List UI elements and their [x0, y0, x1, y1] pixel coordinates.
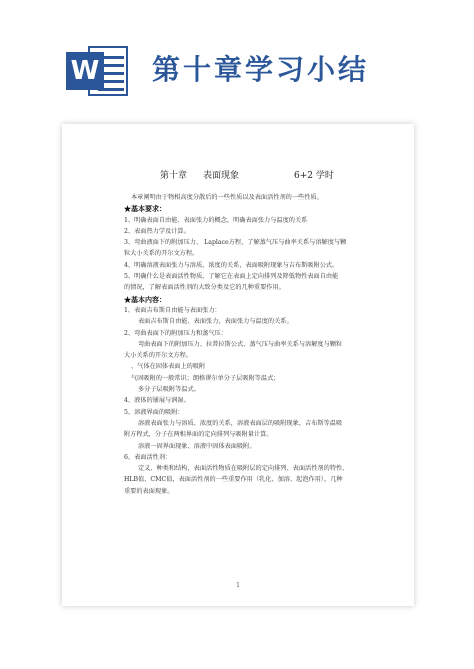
text-line: 、气体在固体表面上的吸附 [131, 363, 206, 371]
document-banner [0, 0, 474, 105]
text-line: 大小关系的开尔文方程。 [124, 352, 193, 360]
text-line: 的情况，了解表面活性剂的大致分类及它的几种重要作用。 [124, 284, 285, 292]
text-line: 气固吸附的一般常识；朗格谬尔单分子层吸附等温式； [131, 374, 280, 382]
text-line: 表面吉布斯自由能、表面张力、表面张力与温度的关系。 [138, 318, 293, 326]
text-line: 3、弯曲液面下的附加压力、 Laplace方程，了解蒸气压与曲率关系与溶解度与颗 [124, 239, 347, 247]
document-body [124, 192, 370, 497]
text-line: 4、明确溶液表面张力与溶质、浓度的关系，表面吸附现象与吉布斯吸附公式。 [124, 261, 339, 269]
section-heading: ★基本内容： [124, 294, 166, 304]
text-line: 溶液表面张力与溶质、浓度的关系，溶液表面层的吸附现象，吉布斯等温吸 [138, 419, 343, 427]
chapter-hours: 6+2 学时 [294, 171, 334, 181]
text-line: 5、明确什么是表面活性物质，了解它在表面上定向排列及降低物性表面自由能 [124, 273, 339, 281]
banner-title: 第十章学习小结 [152, 53, 370, 86]
text-line: 1、表面吉布斯自由能与表面张力： [124, 306, 221, 314]
text-line: 溶液一固界面现象、溶液中固体表面吸附。 [138, 442, 256, 450]
text-line: 本章阐明由于物相高度分散后的一些性质以及表面活性剂的一些性质。 [131, 194, 323, 201]
text-line: 附方程式，分子在两相界面的定向排列与吸附量计算。 [124, 431, 273, 439]
text-line: 2、弯曲表面下的附加压力和蒸气压： [124, 329, 227, 337]
text-line: 1、明确表面自由能、表面张力的概念，明确表面张力与温度的关系 [124, 216, 308, 224]
text-line: 6、表面活性剂： [124, 453, 172, 461]
text-line: 粒大小关系的开尔文方程。 [124, 250, 199, 258]
text-line: 多分子层吸附等温式。 [138, 386, 200, 394]
text-line: 定义、种类和结构，表面活性物质在吸附层的定向排列、表面活性剂的特性、 [138, 465, 349, 473]
text-line: 重要的表面现象。 [124, 487, 174, 495]
text-line: HLB值、CMC值，表面活性剂的一些重要作用（乳化、加溶、起泡作用），几种 [124, 476, 343, 484]
section-heading: ★基本要求： [124, 204, 166, 214]
text-line: 5、溶液界面的吸附： [124, 408, 184, 416]
chapter-topic: 表面现象 [203, 171, 240, 181]
text-line: 弯曲表面下的附加压力、拉普拉斯公式、蒸气压与曲率关系与溶解度与颗粒 [138, 340, 343, 348]
document-page [62, 124, 414, 606]
word-logo-letter: W [66, 52, 104, 90]
word-document-icon [66, 42, 130, 96]
text-line: 4、液体的铺展与润湿。 [124, 397, 190, 405]
page-number: 1 [236, 582, 240, 589]
text-line: 2、表面热力学及计算。 [124, 227, 190, 235]
chapter-number: 第十章 [160, 171, 188, 181]
